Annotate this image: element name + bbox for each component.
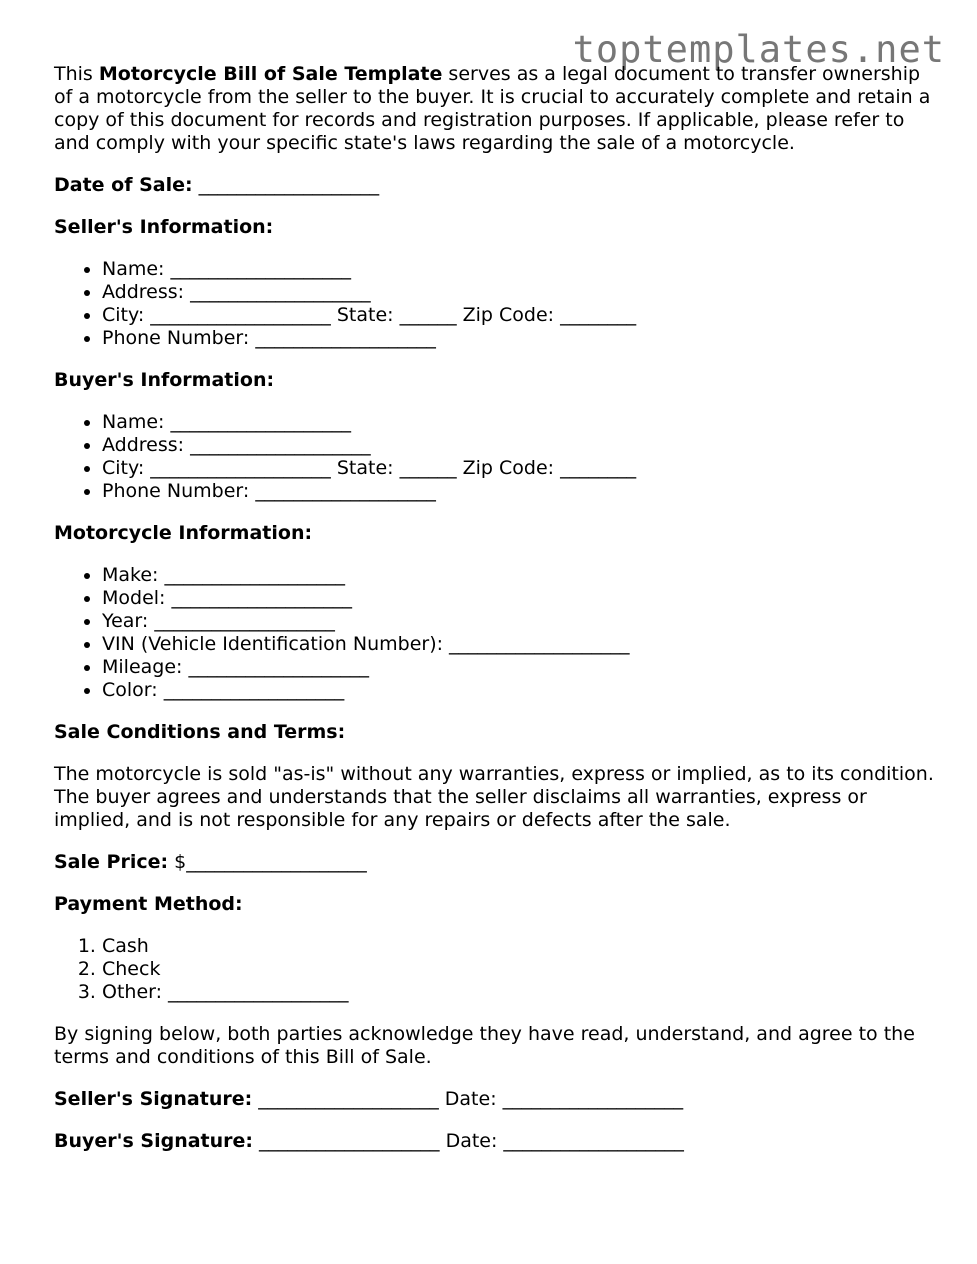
payment-other-item: 3. Other: ___________________ (102, 981, 934, 1004)
seller-city-item: • City: ___________________ State: ______ Zip Code: ________ (102, 304, 934, 327)
payment-check-item: 2. Check (102, 958, 934, 981)
motorcycle-year-item: • Year: ___________________ (102, 610, 934, 633)
sale-price-field (54, 851, 934, 874)
intro-text: serves as a legal document to transfer ownership of a motorcycle from the seller to the buyer. It is crucial to accurately complete and retain a copy of this document for records and registration purposes. If applicable, please refer to and comply with your specific state's laws regarding the sale of a motorcycle. (54, 63, 931, 154)
date-of-sale-blank: ___________________ (192, 174, 380, 196)
buyer-address-item: • Address: ___________________ (102, 434, 934, 457)
document-title: Motorcycle Bill of Sale Template (98, 63, 443, 85)
motorcycle-heading: Motorcycle Information: (54, 522, 313, 544)
seller-signature-blank: ___________________ Date: ___________________ (252, 1088, 684, 1110)
motorcycle-mileage-item: • Mileage: ___________________ (102, 656, 934, 679)
seller-signature-label: Seller's Signature: (54, 1088, 253, 1110)
buyer-info-list (54, 411, 934, 503)
acknowledgement-paragraph: By signing below, both parties acknowledge they have read, understand, and agree to the terms and conditions of this Bill of Sale. (54, 1023, 915, 1068)
buyer-signature-field (54, 1130, 934, 1153)
motorcycle-model-item: • Model: ___________________ (102, 587, 934, 610)
seller-info-list (54, 258, 934, 350)
buyer-name-item: • Name: ___________________ (102, 411, 934, 434)
payment-method-list (54, 935, 934, 1004)
payment-cash-item: 1. Cash (102, 935, 934, 958)
watermark-logo: toptemplates.net (572, 28, 945, 71)
buyer-signature-label: Buyer's Signature: (54, 1130, 253, 1152)
payment-heading: Payment Method: (54, 893, 243, 915)
motorcycle-color-item: • Color: ___________________ (102, 679, 934, 702)
intro-paragraph (54, 63, 934, 155)
date-of-sale-label: Date of Sale: (54, 174, 193, 196)
buyer-heading: Buyer's Information: (54, 369, 275, 391)
seller-signature-field (54, 1088, 934, 1111)
conditions-paragraph: The motorcycle is sold "as-is" without any warranties, express or implied, as to its condition. The buyer agrees and understands that the seller disclaims all warranties, express or implied, and is not responsible for any repairs or defects after the sale. (54, 763, 934, 831)
seller-name-item: • Name: ___________________ (102, 258, 934, 281)
buyer-city-item: • City: ___________________ State: ______ Zip Code: ________ (102, 457, 934, 480)
conditions-heading: Sale Conditions and Terms: (54, 721, 346, 743)
sale-price-label: Sale Price: (54, 851, 169, 873)
buyer-signature-blank: ___________________ Date: ___________________ (253, 1130, 684, 1152)
intro-prefix: This (54, 63, 99, 85)
motorcycle-vin-item: • VIN (Vehicle Identification Number): ___________________ (102, 633, 934, 656)
document-body (54, 63, 934, 1172)
buyer-phone-item: • Phone Number: ___________________ (102, 480, 934, 503)
date-of-sale-field (54, 174, 934, 197)
seller-address-item: • Address: ___________________ (102, 281, 934, 304)
motorcycle-info-list (54, 564, 934, 702)
motorcycle-make-item: • Make: ___________________ (102, 564, 934, 587)
seller-heading: Seller's Information: (54, 216, 274, 238)
seller-phone-item: • Phone Number: ___________________ (102, 327, 934, 350)
sale-price-blank: $___________________ (168, 851, 367, 873)
